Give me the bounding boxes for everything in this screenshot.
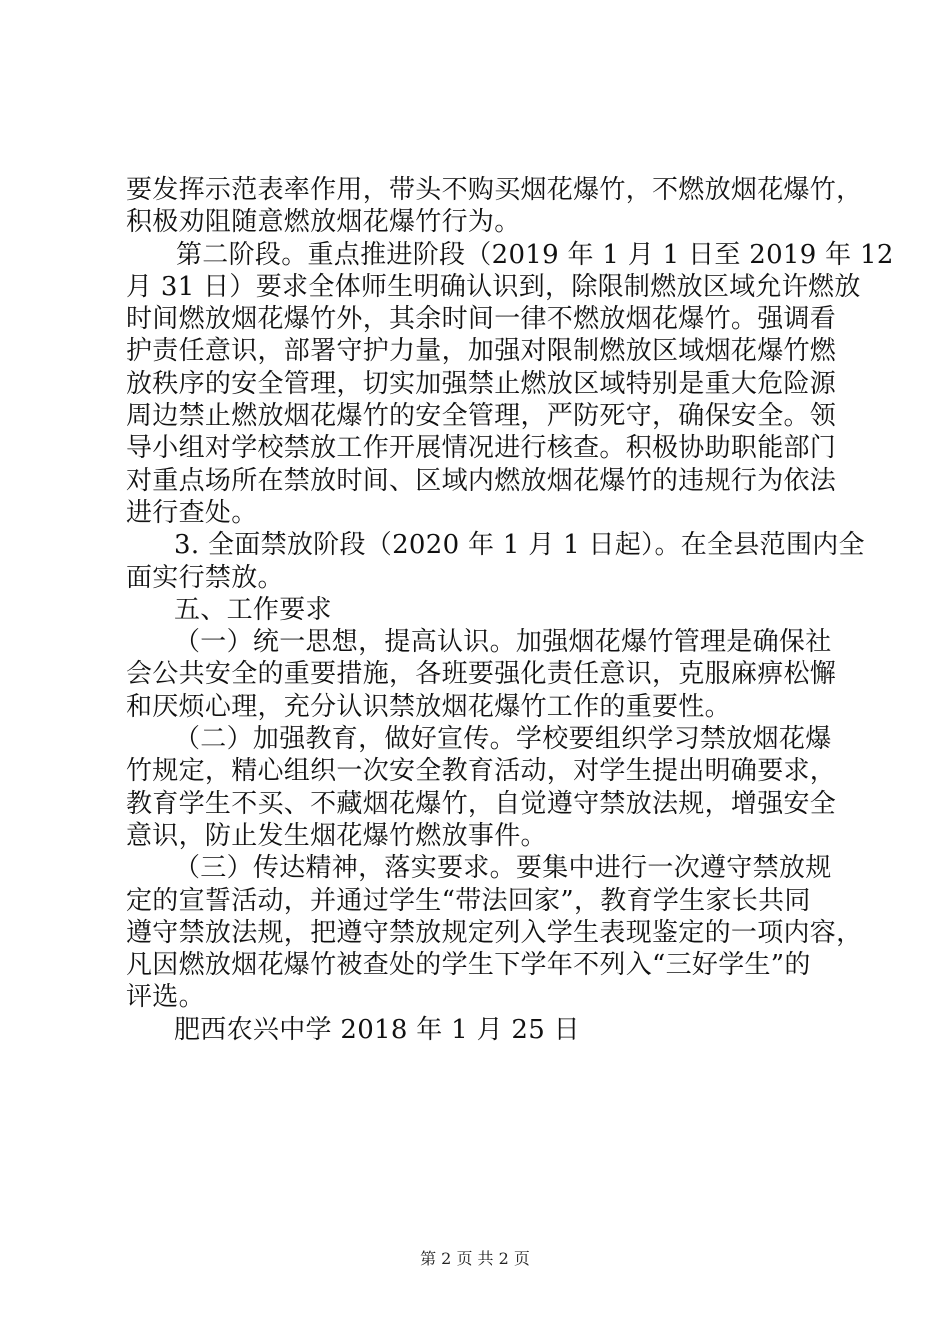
text-line: 肥西农兴中学 2018 年 1 月 25 日 xyxy=(174,1014,580,1045)
document-body xyxy=(126,174,894,1046)
text-line: 护责任意识，部署守护力量，加强对限制燃放区域烟花爆竹燃 xyxy=(126,336,837,367)
text-line: 导小组对学校禁放工作开展情况进行核查。积极协助职能部门 xyxy=(126,433,837,464)
text-line: 遵守禁放法规，把遵守禁放规定列入学生表现鉴定的一项内容， xyxy=(126,917,863,948)
text-line: 凡因燃放烟花爆竹被查处的学生下学年不列入“三好学生”的 xyxy=(126,950,811,981)
text-line: 积极劝阻随意燃放烟花爆竹行为。 xyxy=(126,207,521,238)
text-line: 评选。 xyxy=(126,982,205,1013)
text-line: 面实行禁放。 xyxy=(126,562,284,593)
text-line: 月 31 日）要求全体师生明确认识到，除限制燃放区域允许燃放 xyxy=(126,271,861,302)
text-line: 周边禁止燃放烟花爆竹的安全管理，严防死守，确保安全。领 xyxy=(126,401,837,432)
text-line: 3. 全面禁放阶段（2020 年 1 月 1 日起）。在全县范围内全 xyxy=(174,530,865,561)
text-line: 第二阶段。重点推进阶段（2019 年 1 月 1 日至 2019 年 12 xyxy=(176,239,894,270)
text-line: 时间燃放烟花爆竹外，其余时间一律不燃放烟花爆竹。强调看 xyxy=(126,304,837,335)
text-line: 进行查处。 xyxy=(126,497,258,528)
text-line: 定的宣誓活动，并通过学生“带法回家”，教育学生家长共同 xyxy=(126,885,811,916)
text-line: 五、工作要求 xyxy=(174,594,332,625)
text-line: 要发挥示范表率作用，带头不购买烟花爆竹，不燃放烟花爆竹， xyxy=(126,175,863,205)
text-line: 放秩序的安全管理，切实加强禁止燃放区域特别是重大危险源 xyxy=(126,368,837,399)
text-line: （三）传达精神，落实要求。要集中进行一次遵守禁放规 xyxy=(174,853,832,884)
text-line: （一）统一思想，提高认识。加强烟花爆竹管理是确保社 xyxy=(174,627,832,658)
text-line: 会公共安全的重要措施，各班要强化责任意识，克服麻痹松懈 xyxy=(126,659,837,690)
text-line: 对重点场所在禁放时间、区域内燃放烟花爆竹的违规行为依法 xyxy=(126,465,837,496)
text-line: 教育学生不买、不藏烟花爆竹，自觉遵守禁放法规，增强安全 xyxy=(126,788,837,819)
text-line: 意识，防止发生烟花爆竹燃放事件。 xyxy=(126,820,547,851)
text-line: （二）加强教育，做好宣传。学校要组织学习禁放烟花爆 xyxy=(174,724,832,755)
page-footer: 第 2 页 共 2 页 xyxy=(420,1249,530,1268)
text-line: 和厌烦心理，充分认识禁放烟花爆竹工作的重要性。 xyxy=(126,691,731,722)
text-line: 竹规定，精心组织一次安全教育活动，对学生提出明确要求， xyxy=(126,756,837,787)
